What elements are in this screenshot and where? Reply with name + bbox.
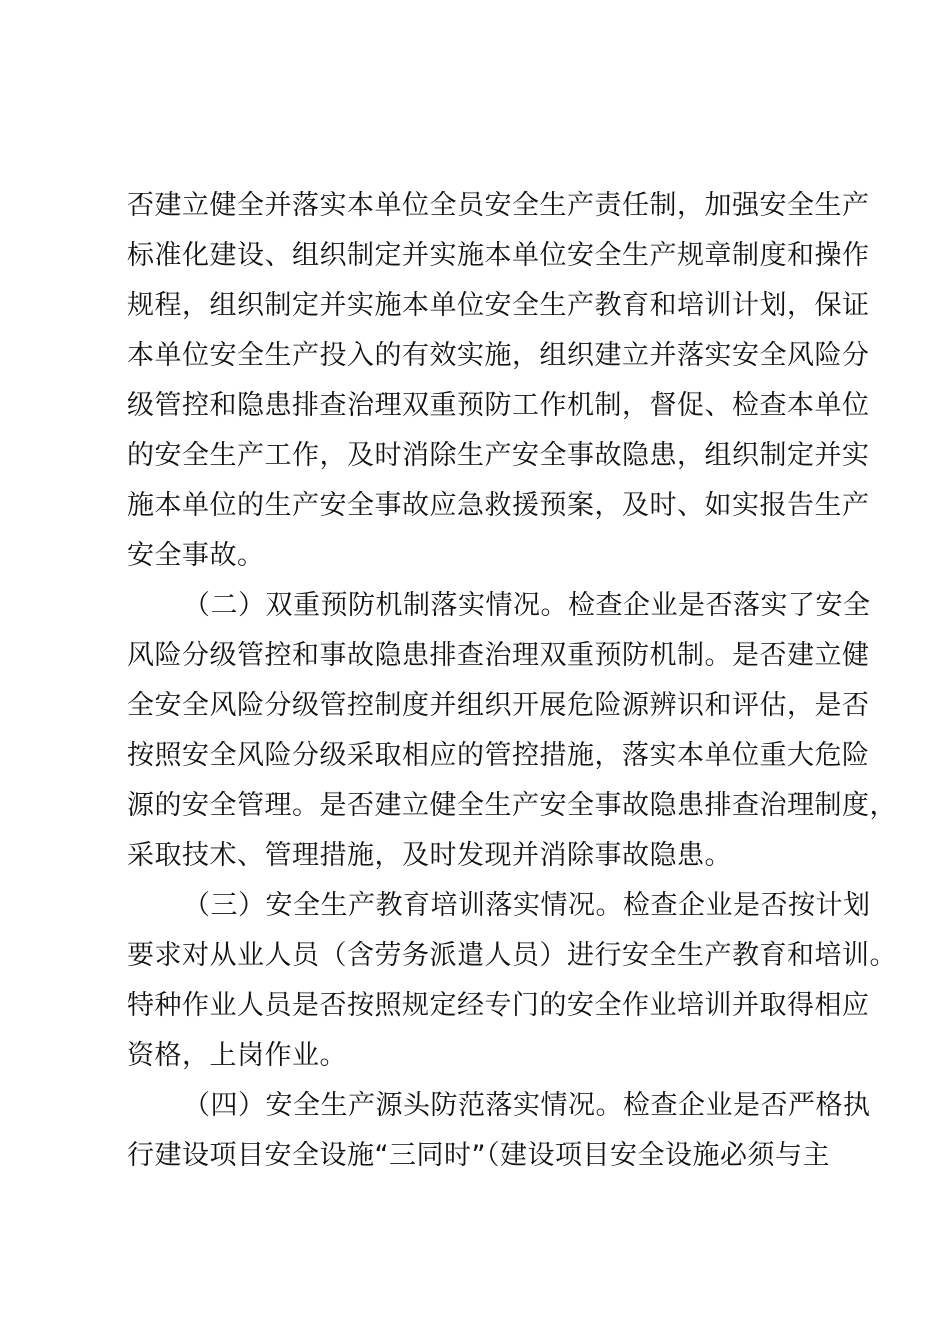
paragraph-source-prevention (127, 1081, 871, 1181)
text-line: 要求对从业人员（含劳务派遣人员）进行安全生产教育和培训。 (127, 940, 897, 971)
document-body (127, 181, 897, 1181)
text-line: 特种作业人员是否按照规定经专门的安全作业培训并取得相应 (127, 990, 870, 1021)
text-line: 的安全生产工作，及时消除生产安全事故隐患，组织制定并实 (127, 440, 870, 471)
paragraph-training (127, 881, 897, 1081)
text-line: 安全事故。 (127, 540, 265, 571)
text-line: 采取技术、管理措施，及时发现并消除事故隐患。 (127, 840, 732, 871)
paragraph-dual-prevention (127, 581, 897, 881)
text-line: 否建立健全并落实本单位全员安全生产责任制，加强安全生产 (127, 190, 870, 221)
text-line: 源的安全管理。是否建立健全生产安全事故隐患排查治理制度， (127, 790, 897, 821)
text-line: 标准化建设、组织制定并实施本单位安全生产规章制度和操作 (127, 240, 870, 271)
text-line: 资格，上岗作业。 (127, 1040, 347, 1071)
text-line-first: （二）双重预防机制落实情况。检查企业是否落实了安全 (183, 590, 871, 621)
text-line-first: （四）安全生产源头防范落实情况。检查企业是否严格执 (183, 1090, 871, 1121)
text-line: 施本单位的生产安全事故应急救援预案，及时、如实报告生产 (127, 490, 870, 521)
text-line: 全安全风险分级管控制度并组织开展危险源辨识和评估，是否 (127, 690, 870, 721)
text-line-first: （三）安全生产教育培训落实情况。检查企业是否按计划 (183, 890, 871, 921)
text-line: 级管控和隐患排查治理双重预防工作机制，督促、检查本单位 (127, 390, 870, 421)
text-line: 本单位安全生产投入的有效实施，组织建立并落实安全风险分 (127, 340, 870, 371)
text-line: 行建设项目安全设施“三同时”（建设项目安全设施必须与主 (127, 1140, 830, 1171)
paragraph-responsibility (127, 181, 870, 581)
text-line: 按照安全风险分级采取相应的管控措施，落实本单位重大危险 (127, 740, 870, 771)
text-line: 风险分级管控和事故隐患排查治理双重预防机制。是否建立健 (127, 640, 870, 671)
text-line: 规程，组织制定并实施本单位安全生产教育和培训计划，保证 (127, 290, 870, 321)
